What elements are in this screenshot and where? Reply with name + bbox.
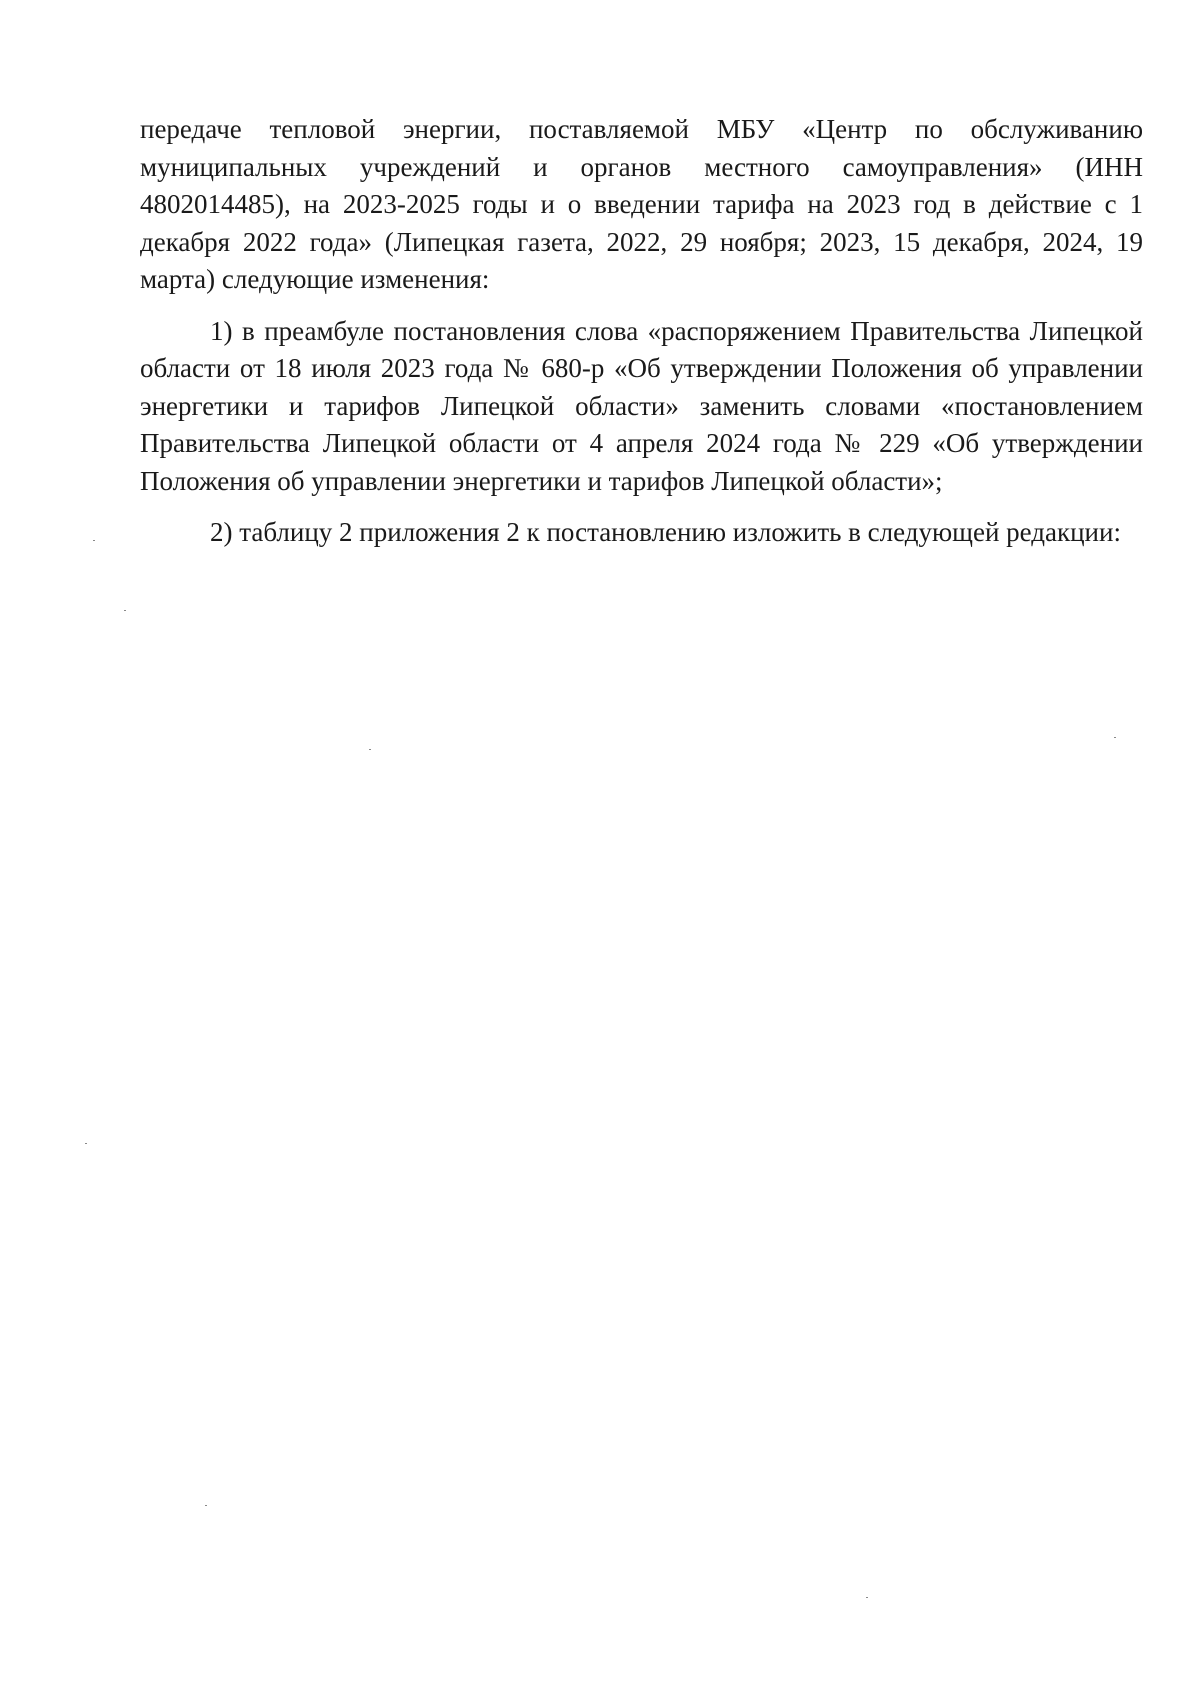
paragraph-continuation: передаче тепловой энергии, поставляемой МБУ «Центр по обслуживанию муниципальных учреждений и органов местного самоуправления» (ИНН 4802014485), на 2023-2025 годы и о введении тарифа на 2023 год в действие с 1 декабря 2022 года» (Липецкая газета, 2022, 29 ноября; 2023, 15 декабря, 2024, 19 марта) следующие изменения: xyxy=(140,114,1143,294)
document-body xyxy=(140,111,1143,552)
scan-speck xyxy=(85,1143,87,1144)
paragraph-item-2: 2) таблицу 2 приложения 2 к постановлению изложить в следующей редакции: xyxy=(210,517,1121,547)
scan-speck xyxy=(124,610,126,611)
scan-speck xyxy=(1114,737,1116,738)
scan-speck xyxy=(205,1505,207,1506)
scan-speck xyxy=(93,540,95,541)
scan-speck xyxy=(866,1597,868,1598)
scan-speck xyxy=(369,749,371,750)
paragraph-item-1: 1) в преамбуле постановления слова «распоряжением Правительства Липецкой области от 18 июля 2023 года № 680-р «Об утверждении Положения об управлении энергетики и тарифов Липецкой области» заменить словами «постановлением Правительства Липецкой области от 4 апреля 2024 года № 229 «Об утверждении Положения об управлении энергетики и тарифов Липецкой области»; xyxy=(140,315,1143,496)
